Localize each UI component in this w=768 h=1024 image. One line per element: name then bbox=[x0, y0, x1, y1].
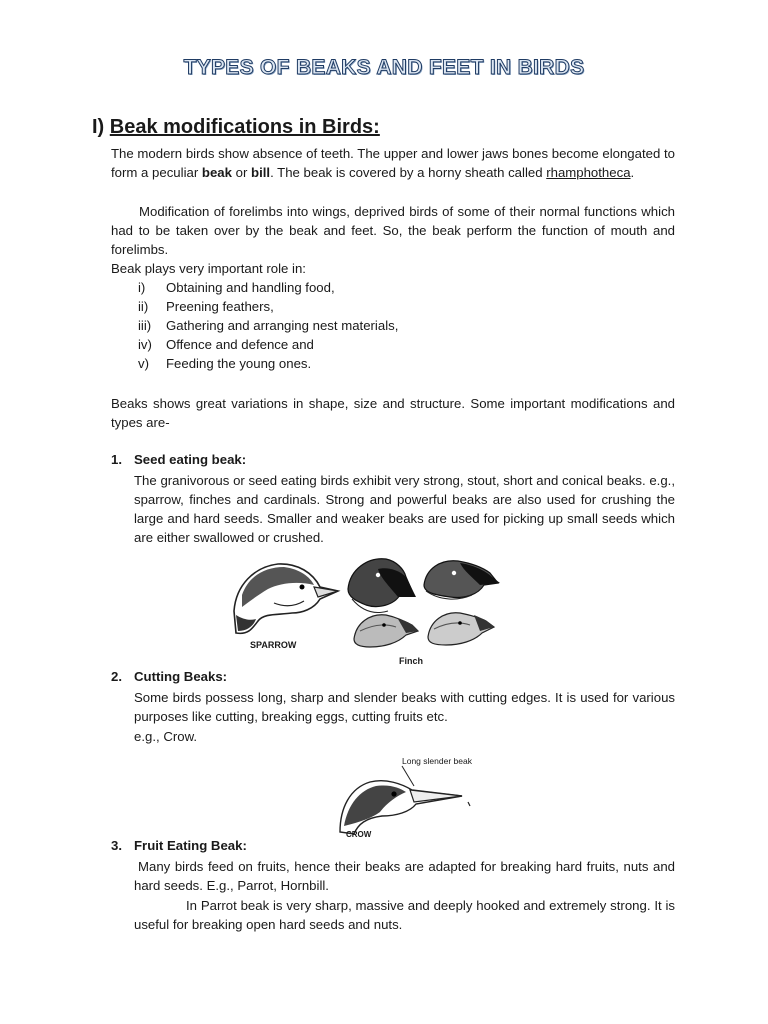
type-body-cutting: Some birds possess long, sharp and slender beaks with cutting edges. It is used for various purposes like cutting, breaking eggs, cutting fruits etc. bbox=[134, 690, 675, 724]
type-body-seed: The granivorous or seed eating birds exhibit very strong, stout, short and conical beaks. e.g., sparrow, finches and cardinals. Strong and powerful beaks are also used for crushing the large and hard seeds. Smaller and weaker beaks are used for picking up small seeds which are either swallowed or crushed. bbox=[134, 473, 675, 545]
finch-head-illustration bbox=[354, 615, 418, 647]
type-title: Cutting Beaks: bbox=[134, 669, 228, 684]
sparrow-head-illustration bbox=[234, 564, 338, 633]
list-text: Offence and defence and bbox=[166, 337, 314, 352]
type-title: Fruit Eating Beak: bbox=[134, 838, 247, 853]
list-marker: i) bbox=[138, 280, 146, 295]
list-item bbox=[138, 354, 638, 373]
finch-head-illustration bbox=[348, 559, 416, 613]
intro-paragraph-1 bbox=[111, 144, 675, 182]
type-title: Seed eating beak: bbox=[134, 452, 247, 467]
list-text: Gathering and arranging nest materials, bbox=[166, 318, 399, 333]
list-item bbox=[138, 278, 638, 297]
intro-text-2: . The beak is covered by a horny sheath called bbox=[270, 165, 547, 180]
crow-caption: CROW bbox=[346, 830, 372, 839]
type-body-fruit: Many birds feed on fruits, hence their beaks are adapted for breaking hard fruits, nuts and hard seeds. E.g., Parrot, Hornbill. bbox=[134, 859, 675, 893]
list-text: Feeding the young ones. bbox=[166, 356, 312, 371]
intro-text-or: or bbox=[231, 165, 252, 180]
list-item bbox=[138, 297, 638, 316]
finch-head-illustration bbox=[428, 613, 494, 645]
type-heading-seed bbox=[111, 452, 411, 471]
type-heading-fruit bbox=[111, 838, 411, 857]
callout-label: Long slender beak bbox=[402, 756, 472, 766]
type-number: 1. bbox=[111, 452, 122, 467]
intro-text: The modern birds show absence of teeth. The upper and lower jaws bones become elongated to form a peculiar bbox=[111, 146, 675, 180]
type-example-cutting: e.g., Crow. bbox=[134, 729, 198, 744]
page-title: TYPES OF BEAKS AND FEET IN BIRDS bbox=[183, 56, 585, 79]
list-item bbox=[138, 335, 638, 354]
list-text: Preening feathers, bbox=[166, 299, 274, 314]
finch-caption: Finch bbox=[399, 656, 423, 666]
variations-paragraph: Beaks shows great variations in shape, size and structure. Some important modifications and types are- bbox=[111, 396, 675, 430]
intro-paragraph-2: Modification of forelimbs into wings, deprived birds of some of their normal functions which had to be taken over by the beak and feet. So, the beak perform the function of mouth and forelimbs. bbox=[111, 204, 675, 257]
intro-period: . bbox=[630, 165, 635, 180]
list-marker: v) bbox=[138, 356, 149, 371]
list-marker: iii) bbox=[138, 318, 152, 333]
list-marker: ii) bbox=[138, 299, 149, 314]
section-heading bbox=[92, 116, 380, 139]
term-beak: beak bbox=[201, 165, 232, 180]
term-rhamphotheca: rhamphotheca bbox=[546, 165, 631, 180]
sparrow-caption: SPARROW bbox=[250, 640, 297, 650]
list-text: Obtaining and handling food, bbox=[166, 280, 335, 295]
type-body-fruit-2: In Parrot beak is very sharp, massive and deeply hooked and extremely strong. It is useful for breaking open hard seeds and nuts. bbox=[134, 898, 675, 932]
list-item bbox=[138, 316, 638, 335]
list-marker: iv) bbox=[138, 337, 152, 352]
type-heading-cutting bbox=[111, 669, 411, 688]
intro-paragraph-3: Beak plays very important role in: bbox=[111, 261, 306, 276]
section-number: I) bbox=[92, 116, 105, 138]
term-bill: bill bbox=[251, 165, 271, 180]
finch-head-illustration bbox=[424, 561, 500, 599]
type-number: 3. bbox=[111, 838, 122, 853]
section-title: Beak modifications in Birds: bbox=[109, 116, 380, 138]
type-number: 2. bbox=[111, 669, 122, 684]
